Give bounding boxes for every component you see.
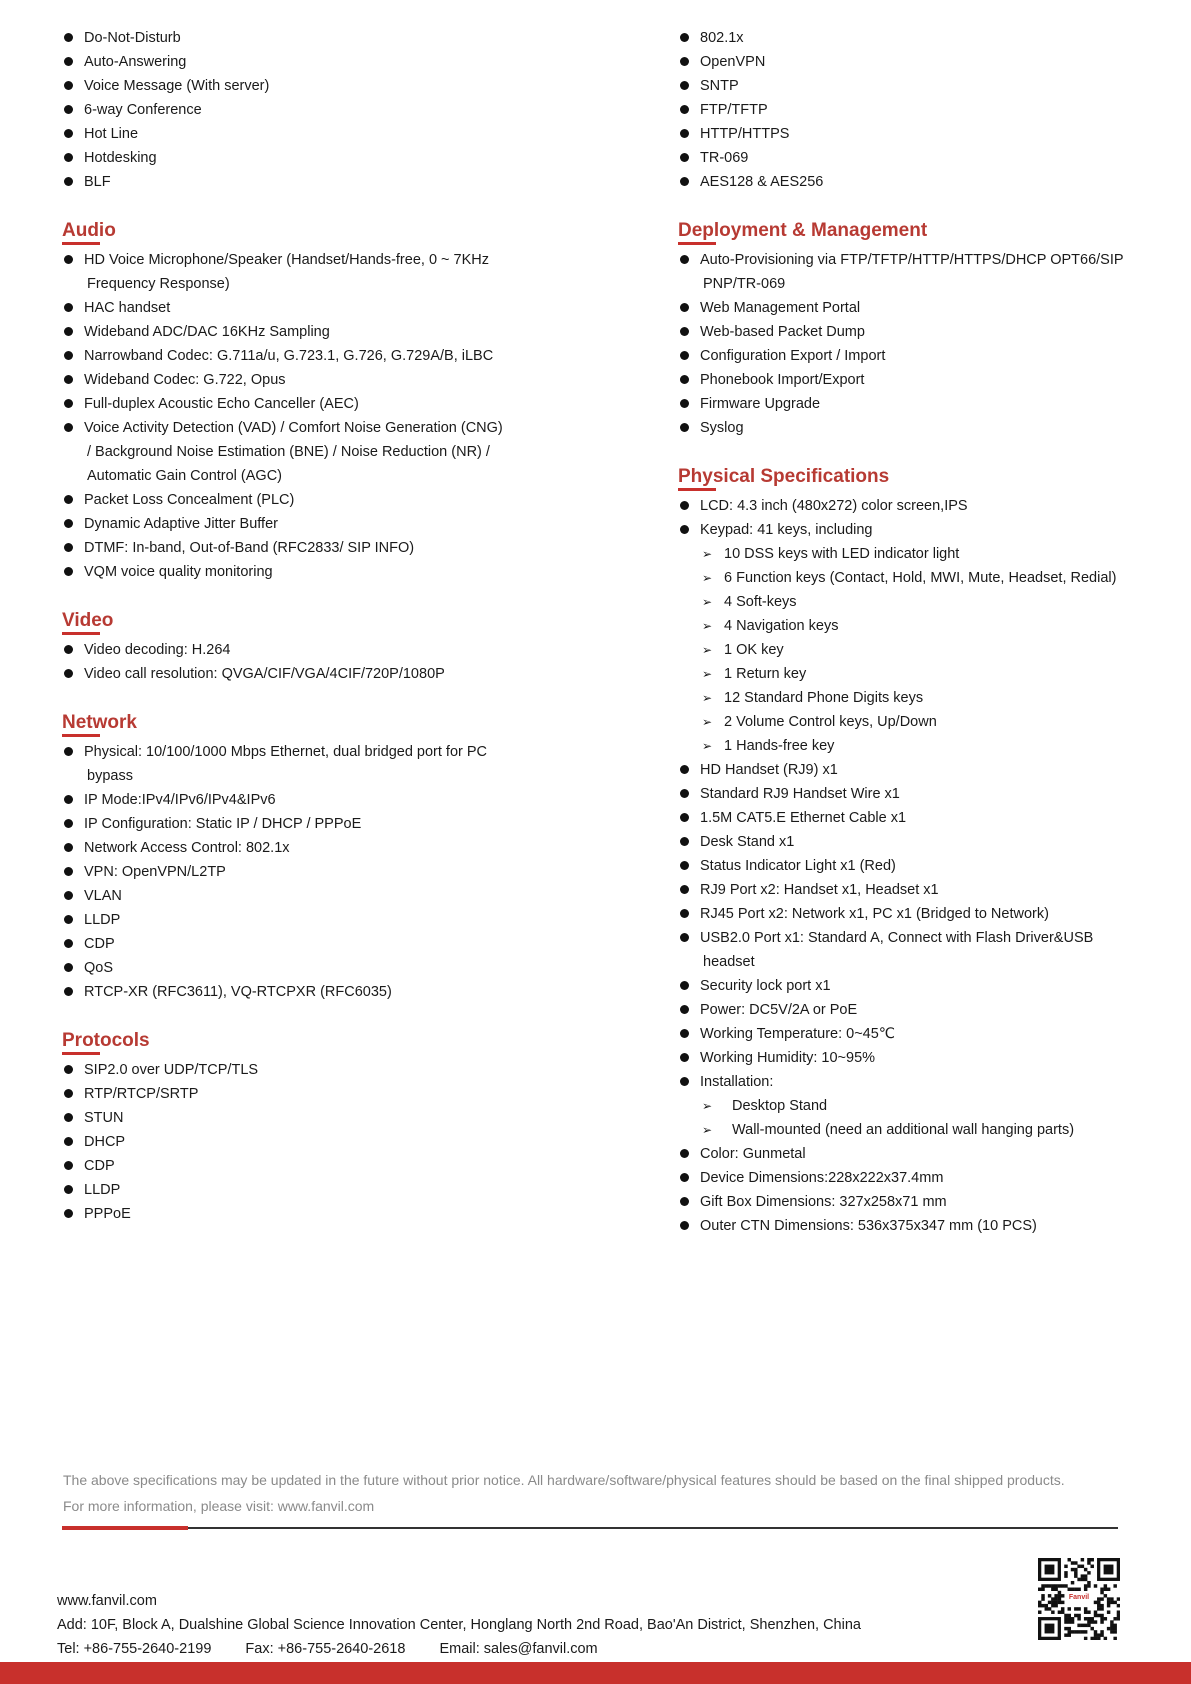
list-item [62,1058,602,1082]
section-title-network: Network [62,710,137,736]
list-item-text: Syslog [700,420,744,436]
list-item-text: Hot Line [84,126,139,142]
list-item-text: Voice Activity Detection (VAD) / Comfort Noise Generation (CNG) [84,420,503,436]
sub-list-item [702,662,1148,686]
list-item-text: 10 DSS keys with LED indicator light [724,546,960,562]
list-item-text: Configuration Export / Import [700,348,886,364]
security-list [678,26,1148,194]
list-item-text: OpenVPN [700,54,766,70]
list-item-text: BLF [84,174,111,190]
qr-brand-text: Fanvil [1068,1594,1090,1601]
list-item [62,560,602,584]
protocols-section [62,1028,602,1226]
list-item-text: Physical: 10/100/1000 Mbps Ethernet, dual bridged port for PC [84,744,488,760]
disclaimer [63,1467,1143,1519]
list-item [62,170,602,194]
list-item-text: VPN: OpenVPN/L2TP [84,864,226,880]
protocols-list [62,1058,602,1226]
list-item [678,392,1148,416]
list-item-text: Standard RJ9 Handset Wire x1 [700,786,900,802]
list-item [62,320,602,344]
list-item-text: Phonebook Import/Export [700,372,865,388]
list-item [62,932,602,956]
list-item-text: 6 Function keys (Contact, Hold, MWI, Mute, Headset, Redial) [724,570,1117,586]
sub-list-item [702,710,1148,734]
list-item [678,518,1148,758]
list-item-text: Auto-Provisioning via FTP/TFTP/HTTP/HTTPS/DHCP OPT66/SIP [700,252,1124,268]
list-item-text: Security lock port x1 [700,978,831,994]
sub-list-item [702,686,1148,710]
list-item [678,74,1148,98]
list-item-text: RJ9 Port x2: Handset x1, Headset x1 [700,882,939,898]
list-item [62,638,602,662]
list-item [62,980,602,1004]
section-title-audio: Audio [62,218,116,244]
list-item-text: VQM voice quality monitoring [84,564,273,580]
list-item-text: RJ45 Port x2: Network x1, PC x1 (Bridged to Network) [700,906,1049,922]
list-item [678,494,1148,518]
list-item [678,1070,1148,1142]
list-item-text: Video call resolution: QVGA/CIF/VGA/4CIF/720P/1080P [84,666,445,682]
list-item-text: 4 Soft-keys [724,594,797,610]
list-item [678,368,1148,392]
list-item [62,74,602,98]
list-item [678,854,1148,878]
list-item-text: Wideband Codec: G.722, Opus [84,372,286,388]
list-item-text: Frequency Response) [87,276,230,292]
list-item [62,1178,602,1202]
list-item [62,1154,602,1178]
list-item-text: LCD: 4.3 inch (480x272) color screen,IPS [700,498,968,514]
list-item [62,662,602,686]
video-section [62,608,602,686]
list-item [678,26,1148,50]
list-item [62,50,602,74]
audio-list [62,248,602,584]
list-item-text: PPPoE [84,1206,131,1222]
list-item-text: PNP/TR-069 [703,276,786,292]
list-item [678,806,1148,830]
list-item-text: Firmware Upgrade [700,396,821,412]
list-item-text: FTP/TFTP [700,102,768,118]
list-item-text: LLDP [84,912,121,928]
list-item [678,320,1148,344]
sub-list [678,542,1148,758]
sub-list-item [702,614,1148,638]
list-item [62,1202,602,1226]
deployment-list [678,248,1148,440]
list-item-text: Voice Message (With server) [84,78,270,94]
list-item [62,740,602,788]
list-item-text: USB2.0 Port x1: Standard A, Connect with Flash Driver&USB [700,930,1094,946]
list-item-text: Working Humidity: 10~95% [700,1050,876,1066]
list-item-text: Web-based Packet Dump [700,324,865,340]
audio-section [62,218,602,584]
list-item-text: Gift Box Dimensions: 327x258x71 mm [700,1194,947,1210]
list-item-text: Device Dimensions:228x222x37.4mm [700,1170,944,1186]
list-item [678,248,1148,296]
list-item-text: Full-duplex Acoustic Echo Canceller (AEC) [84,396,359,412]
section-title-video: Video [62,608,113,634]
disclaimer-text: The above specifications may be updated in the future without prior notice. All hardware/software/physical features should be based on the final shipped products. [63,1472,1065,1488]
list-item [678,416,1148,440]
sub-list-item [702,542,1148,566]
list-item [62,812,602,836]
list-item-text: 12 Standard Phone Digits keys [724,690,924,706]
list-item [678,1166,1148,1190]
list-item [678,1190,1148,1214]
footer-contact-line [57,1637,861,1661]
list-item-text: LLDP [84,1182,121,1198]
sub-list-item [702,590,1148,614]
list-item [678,926,1148,974]
list-item-text: / Background Noise Estimation (BNE) / Noise Reduction (NR) / [87,444,490,460]
list-item [62,368,602,392]
list-item [62,788,602,812]
footer-email[interactable]: Email: sales@fanvil.com [439,1641,598,1657]
list-item-text: Do-Not-Disturb [84,30,181,46]
section-title-deployment: Deployment & Management [678,218,927,244]
list-item-text: Automatic Gain Control (AGC) [87,468,283,484]
bottom-brand-bar [0,1662,1191,1684]
list-item [62,908,602,932]
list-item [62,296,602,320]
list-item [62,536,602,560]
list-item [62,122,602,146]
network-list [62,740,602,1004]
list-item [678,1022,1148,1046]
list-item [62,884,602,908]
list-item-text: 2 Volume Control keys, Up/Down [724,714,937,730]
list-item [678,1046,1148,1070]
sub-list-item [702,1118,1148,1142]
list-item-text: Video decoding: H.264 [84,642,231,658]
list-item [678,998,1148,1022]
section-title-physical: Physical Specifications [678,464,889,490]
list-item-text: 1 Hands-free key [724,738,835,754]
list-item-text: DHCP [84,1134,126,1150]
feature-list [62,26,602,194]
list-item [62,1130,602,1154]
sub-list-item [702,734,1148,758]
list-item [62,98,602,122]
list-item-text: Working Temperature: 0~45℃ [700,1026,896,1042]
list-item-text: bypass [87,768,133,784]
list-item [62,512,602,536]
list-item [678,50,1148,74]
list-item-text: CDP [84,936,115,952]
sub-list-item [702,1094,1148,1118]
list-item-text: IP Mode:IPv4/IPv6/IPv4&IPv6 [84,792,276,808]
physical-section [678,464,1148,1238]
list-item-text: 802.1x [700,30,744,46]
list-item [62,488,602,512]
list-item [678,758,1148,782]
list-item-text: Power: DC5V/2A or PoE [700,1002,858,1018]
list-item [678,974,1148,998]
list-item-text: IP Configuration: Static IP / DHCP / PPPoE [84,816,362,832]
list-item [62,416,602,488]
list-item-text: Keypad: 41 keys, including [700,522,873,538]
list-item [678,1142,1148,1166]
list-item [678,146,1148,170]
list-item [678,296,1148,320]
qr-code-icon[interactable] [1038,1558,1120,1640]
footer-website[interactable]: www.fanvil.com [57,1593,157,1609]
list-item-text: Status Indicator Light x1 (Red) [700,858,896,874]
list-item [62,956,602,980]
list-item-text: Desktop Stand [732,1098,828,1114]
list-item [678,98,1148,122]
list-item [62,248,602,296]
list-item-text: 6-way Conference [84,102,202,118]
list-item-text: VLAN [84,888,122,904]
list-item [678,344,1148,368]
list-item-text: RTP/RTCP/SRTP [84,1086,199,1102]
list-item-text: 1 OK key [724,642,784,658]
section-title-protocols: Protocols [62,1028,150,1054]
list-item [62,1106,602,1130]
physical-list [678,494,1148,1238]
list-item-text: SNTP [700,78,739,94]
video-list [62,638,602,686]
deployment-section [678,218,1148,440]
list-item-text: RTCP-XR (RFC3611), VQ-RTCPXR (RFC6035) [84,984,392,1000]
list-item-text: Network Access Control: 802.1x [84,840,290,856]
list-item-text: Packet Loss Concealment (PLC) [84,492,295,508]
list-item-text: Desk Stand x1 [700,834,795,850]
more-info-text: For more information, please visit: www.fanvil.com [63,1498,375,1514]
list-item [62,1082,602,1106]
list-item-text: Color: Gunmetal [700,1146,806,1162]
list-item-text: 1.5M CAT5.E Ethernet Cable x1 [700,810,907,826]
footer-tel: Tel: +86-755-2640-2199 [57,1641,212,1657]
list-item-text: Hotdesking [84,150,157,166]
list-item-text: HD Voice Microphone/Speaker (Handset/Hands-free, 0 ~ 7KHz [84,252,489,268]
list-item-text: CDP [84,1158,115,1174]
list-item-text: SIP2.0 over UDP/TCP/TLS [84,1062,259,1078]
list-item-text: HD Handset (RJ9) x1 [700,762,838,778]
list-item-text: Installation: [700,1074,774,1090]
footer-contact [57,1589,861,1661]
list-item-text: AES128 & AES256 [700,174,824,190]
sub-list-item [702,638,1148,662]
network-section [62,710,602,1004]
footer-divider-accent [62,1526,188,1530]
list-item-text: STUN [84,1110,124,1126]
list-item-text: Narrowband Codec: G.711a/u, G.723.1, G.726, G.729A/B, iLBC [84,348,494,364]
left-column [62,26,602,1250]
footer-divider [62,1527,1118,1529]
list-item-text: Wall-mounted (need an additional wall hanging parts) [732,1122,1075,1138]
list-item-text: Wideband ADC/DAC 16KHz Sampling [84,324,330,340]
list-item-text: Auto-Answering [84,54,187,70]
list-item [678,902,1148,926]
list-item-text: QoS [84,960,114,976]
list-item [678,122,1148,146]
list-item [62,836,602,860]
list-item-text: Web Management Portal [700,300,861,316]
list-item [62,26,602,50]
list-item [678,1214,1148,1238]
list-item-text: DTMF: In-band, Out-of-Band (RFC2833/ SIP INFO) [84,540,415,556]
footer-fax: Fax: +86-755-2640-2618 [245,1641,406,1657]
list-item [678,830,1148,854]
list-item-text: headset [703,954,755,970]
right-column [678,26,1148,1262]
list-item-text: TR-069 [700,150,749,166]
list-item-text: HTTP/HTTPS [700,126,790,142]
list-item [62,860,602,884]
footer-address: Add: 10F, Block A, Dualshine Global Science Innovation Center, Honglang North 2nd Road, Bao'An District, Shenzhen, China [57,1617,861,1633]
list-item [62,344,602,368]
sub-list [678,1094,1148,1142]
list-item-text: 1 Return key [724,666,807,682]
list-item-text: Dynamic Adaptive Jitter Buffer [84,516,278,532]
list-item-text: HAC handset [84,300,171,316]
list-item [678,878,1148,902]
list-item [678,782,1148,806]
list-item [62,146,602,170]
list-item [678,170,1148,194]
list-item-text: 4 Navigation keys [724,618,839,634]
sub-list-item [702,566,1148,590]
list-item-text: Outer CTN Dimensions: 536x375x347 mm (10 PCS) [700,1218,1037,1234]
list-item [62,392,602,416]
